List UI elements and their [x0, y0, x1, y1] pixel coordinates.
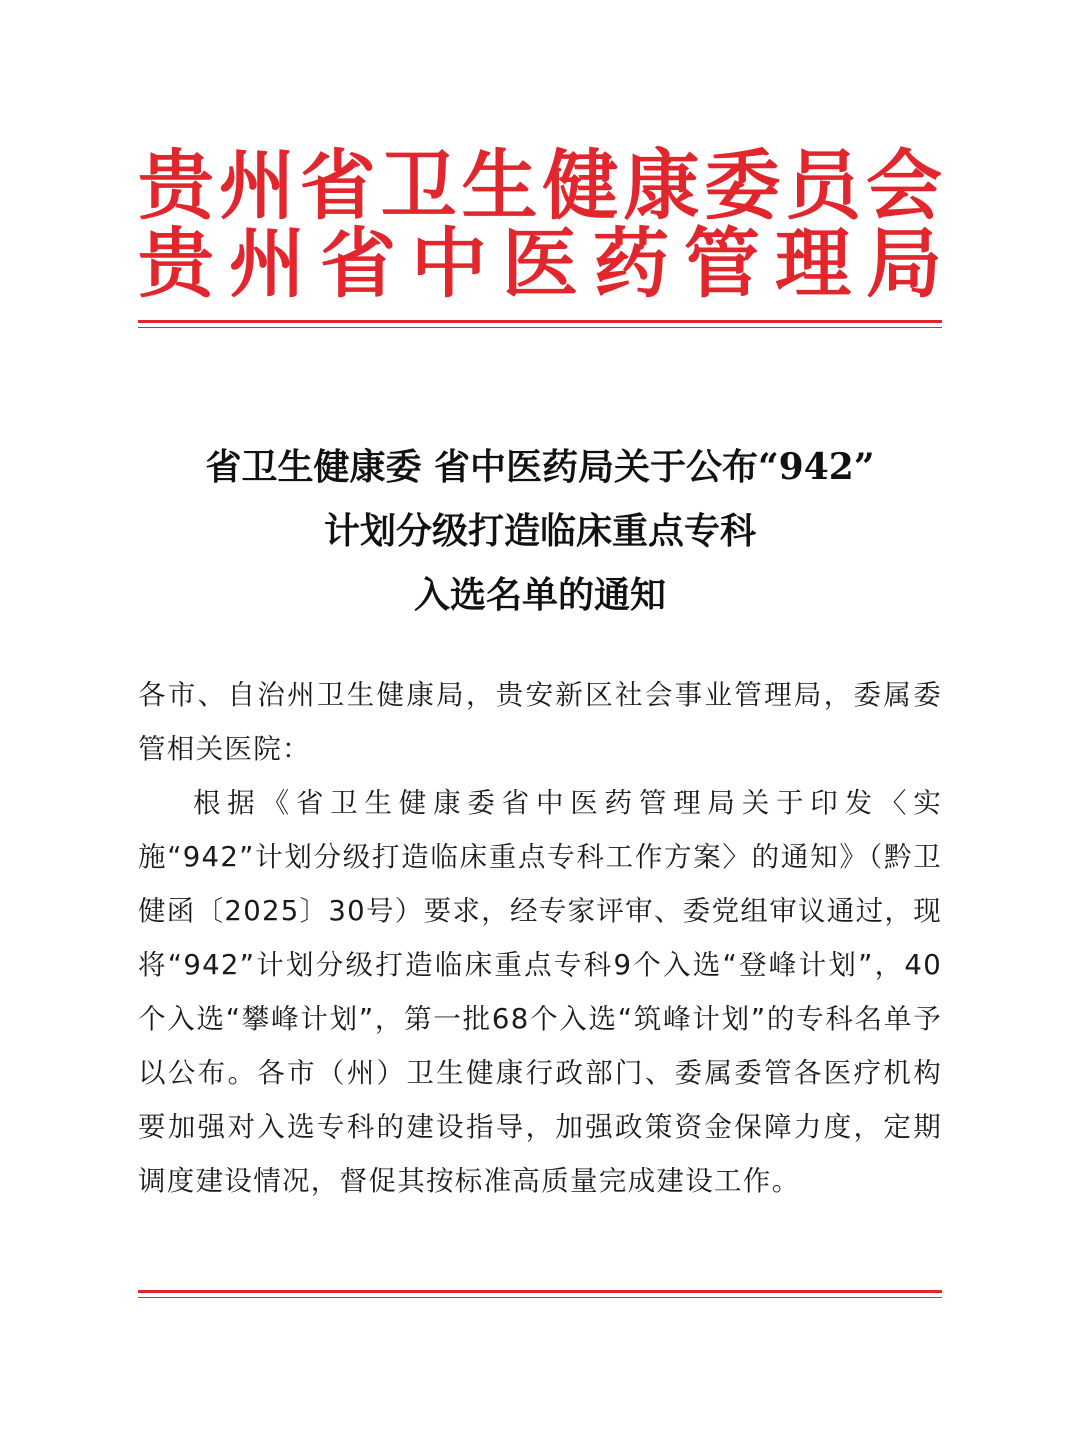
header-divider-thin	[138, 327, 942, 328]
title-line-3: 入选名单的通知	[413, 574, 666, 616]
issuing-org-tcm-bureau: 贵州省中医药管理局	[138, 219, 942, 308]
salutation: 各市、自治州卫生健康局，贵安新区社会事业管理局，委属委管相关医院：	[138, 679, 942, 765]
footer-divider-thick	[138, 1290, 942, 1293]
document-body	[138, 668, 942, 1208]
title-line-1: 省卫生健康委 省中医药局关于公布“942”	[205, 446, 875, 488]
title-line-2: 计划分级打造临床重点专科	[323, 510, 756, 552]
body-paragraph: 根据《省卫生健康委省中医药管理局关于印发〈实施“942”计划分级打造临床重点专科工作方案〉的通知》（黔卫健函〔2025〕30号）要求，经专家评审、委党组审议通过，现将“942”计划分级打造临床重点专科9个入选“登峰计划”，40个入选“攀峰计划”，第一批68个入选“筑峰计划”的专科名单予以公布。各市（州）卫生健康行政部门、委属委管各医疗机构要加强对入选专科的建设指导，加强政策资金保障力度，定期调度建设情况，督促其按标准高质量完成建设工作。	[138, 787, 942, 1197]
footer-divider-thin	[138, 1297, 942, 1298]
issuing-org-health-commission: 贵州省卫生健康委员会	[138, 141, 942, 230]
document-title	[90, 435, 990, 627]
header-divider-thick	[138, 320, 942, 323]
